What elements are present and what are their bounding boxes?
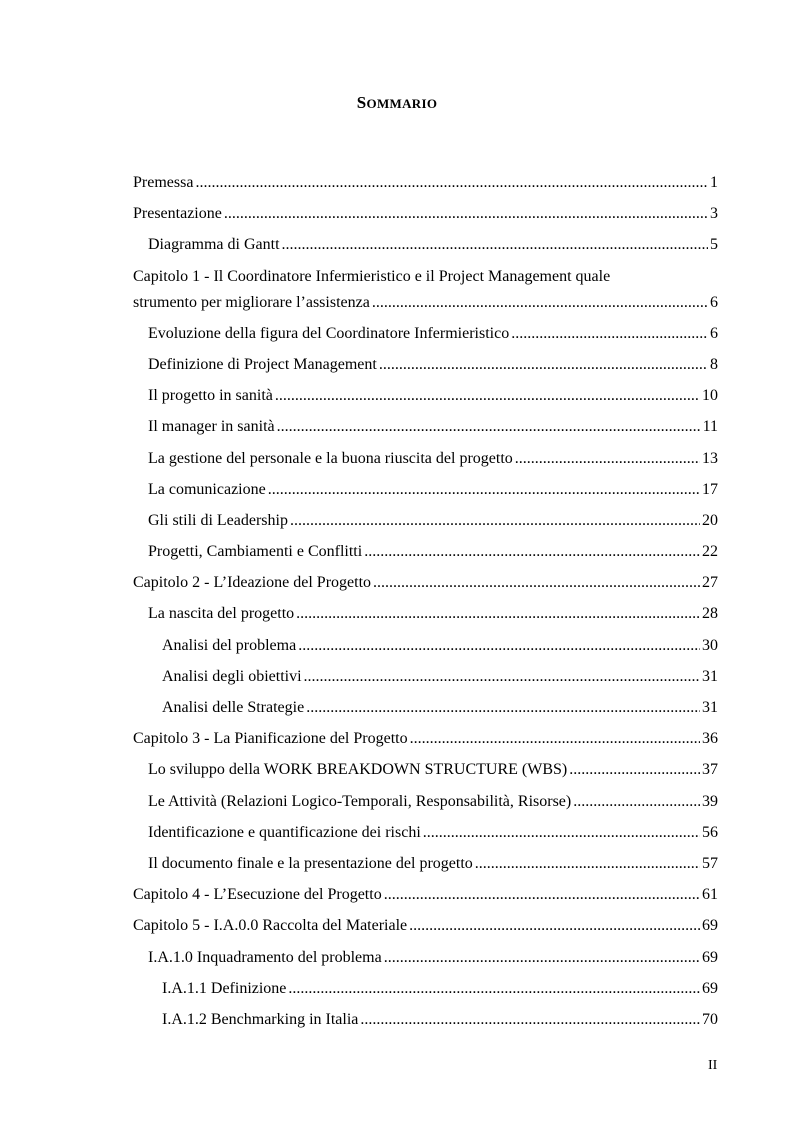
toc-entry [133, 232, 718, 258]
toc-entry-page: 22 [702, 543, 718, 561]
toc-entry [133, 352, 718, 378]
toc-entry-page: 10 [702, 387, 718, 405]
toc-entry-text: Presentazione [133, 205, 222, 223]
table-of-contents [133, 170, 718, 1038]
toc-entry [133, 789, 718, 815]
dot-leader [372, 290, 708, 316]
dot-leader [224, 201, 708, 227]
toc-entry-page: 61 [702, 886, 718, 904]
dot-leader [275, 383, 700, 409]
toc-entry [133, 601, 718, 627]
toc-entry-page: 31 [702, 699, 718, 716]
toc-entry [133, 976, 718, 1002]
dot-leader [423, 820, 700, 846]
document-title [0, 93, 794, 113]
title-initial: S [356, 93, 367, 112]
dot-leader [304, 664, 700, 690]
toc-entry-text: Premessa [133, 174, 194, 191]
dot-leader [475, 851, 700, 877]
toc-entry-text: Le Attività (Relazioni Logico-Temporali, Responsabilità, Risorse) [148, 792, 572, 810]
toc-entry-text: Capitolo 2 - L’Ideazione del Progetto [133, 574, 372, 592]
toc-entry-text: Progetti, Cambiamenti e Conflitti [148, 543, 363, 561]
toc-entry-text: Analisi delle Strategie [162, 699, 305, 716]
toc-entry-text: Capitolo 4 - L’Esecuzione del Progetto [133, 886, 382, 904]
toc-entry-page: 13 [702, 449, 718, 467]
toc-entry-page: 69 [702, 979, 718, 997]
toc-entry-page: 30 [702, 636, 718, 654]
toc-entry-page: 39 [702, 792, 718, 810]
toc-entry [133, 882, 718, 908]
toc-entry [133, 383, 718, 409]
toc-entry-page: 57 [702, 854, 718, 872]
toc-entry-text: La gestione del personale e la buona riuscita del progetto [148, 449, 513, 467]
title-rest: OMMARIO [366, 96, 438, 111]
toc-entry-text: strumento per migliorare l’assistenza [133, 293, 370, 311]
dot-leader [296, 601, 700, 627]
toc-entry [133, 913, 718, 939]
toc-entry-text: La comunicazione [148, 480, 266, 498]
dot-leader [511, 321, 708, 347]
dot-leader [290, 508, 700, 534]
toc-entry-text: Gli stili di Leadership [148, 511, 288, 529]
toc-entry-page: 6 [710, 293, 718, 311]
dot-leader [515, 446, 700, 472]
dot-leader [364, 539, 700, 565]
toc-entry [133, 264, 718, 316]
toc-entry [133, 664, 718, 690]
toc-entry-text: Lo sviluppo della WORK BREAKDOWN STRUCTURE (WBS) [148, 761, 568, 779]
toc-entry-page: 3 [710, 205, 718, 223]
toc-entry-text: Il documento finale e la presentazione del progetto [148, 854, 473, 872]
toc-entry [133, 539, 718, 565]
toc-entry-text: Il progetto in sanità [148, 387, 273, 405]
toc-entry [133, 633, 718, 659]
toc-entry [133, 820, 718, 846]
toc-entry-text-line1: Capitolo 1 - Il Coordinatore Infermieristico e il Project Management quale [133, 267, 611, 285]
dot-leader [373, 570, 700, 596]
toc-entry [133, 570, 718, 596]
toc-entry-page: 27 [702, 574, 718, 592]
page-number: II [708, 1058, 718, 1073]
toc-entry [133, 851, 718, 877]
toc-entry-text: I.A.1.1 Definizione [162, 979, 287, 997]
toc-entry [133, 695, 718, 721]
toc-entry [133, 321, 718, 347]
toc-entry-page: 31 [702, 667, 718, 685]
toc-entry [133, 508, 718, 534]
dot-leader [569, 757, 700, 783]
dot-leader [409, 913, 700, 939]
dot-leader [384, 882, 700, 908]
toc-entry-page: 70 [702, 1010, 718, 1028]
toc-entry [133, 414, 718, 440]
toc-entry-page: 6 [710, 324, 718, 342]
toc-entry-page: 8 [710, 355, 718, 373]
dot-leader [360, 1007, 700, 1033]
toc-entry [133, 726, 718, 752]
toc-entry-text: Evoluzione della figura del Coordinatore Infermieristico [148, 324, 510, 342]
toc-entry-text: Analisi del problema [162, 636, 297, 654]
dot-leader [195, 170, 708, 196]
toc-entry [133, 446, 718, 472]
toc-entry-page: 17 [702, 480, 718, 498]
dot-leader [268, 477, 700, 503]
toc-entry-page: 37 [702, 761, 718, 779]
toc-entry-text: Capitolo 3 - La Pianificazione del Progetto [133, 730, 408, 748]
dot-leader [306, 695, 700, 721]
dot-leader [379, 352, 708, 378]
dot-leader [410, 726, 700, 752]
dot-leader [384, 945, 700, 971]
toc-entry-text: Analisi degli obiettivi [162, 667, 302, 685]
dot-leader [288, 976, 700, 1002]
toc-entry-text: La nascita del progetto [148, 605, 295, 623]
toc-entry-text: Definizione di Project Management [148, 355, 377, 373]
toc-entry-page: 1 [710, 174, 718, 191]
toc-entry [133, 170, 718, 196]
toc-entry-text: Identificazione e quantificazione dei rischi [148, 823, 421, 841]
toc-entry-text: Il manager in sanità [148, 418, 275, 436]
toc-entry-page: 69 [702, 948, 718, 966]
toc-entry-page: 69 [702, 917, 718, 935]
dot-leader [298, 633, 700, 659]
toc-entry-text: I.A.1.2 Benchmarking in Italia [162, 1010, 359, 1028]
toc-entry-page: 11 [702, 418, 718, 436]
toc-entry [133, 1007, 718, 1033]
dot-leader [573, 789, 700, 815]
toc-entry-page: 28 [702, 605, 718, 623]
toc-entry-text: Diagramma di Gantt [148, 236, 280, 254]
toc-entry-page: 36 [702, 730, 718, 748]
toc-entry-page: 20 [702, 511, 718, 529]
toc-entry [133, 477, 718, 503]
toc-entry-page: 5 [710, 236, 718, 254]
toc-entry-text: I.A.1.0 Inquadramento del problema [148, 948, 382, 966]
toc-entry-text: Capitolo 5 - I.A.0.0 Raccolta del Materiale [133, 917, 408, 935]
toc-entry [133, 201, 718, 227]
dot-leader [277, 414, 701, 440]
dot-leader [282, 232, 708, 258]
toc-entry-page: 56 [702, 823, 718, 841]
toc-entry [133, 945, 718, 971]
toc-entry [133, 757, 718, 783]
